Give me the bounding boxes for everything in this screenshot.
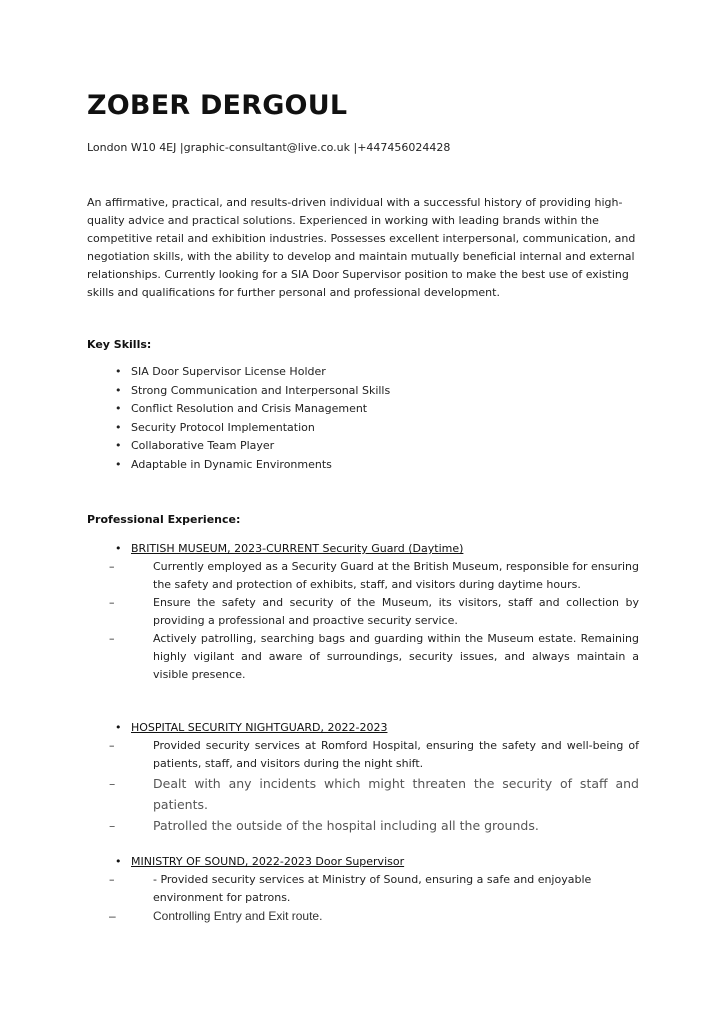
bullet-icon: • [115,420,122,434]
job-duty: – Controlling Entry and Exit route. [87,907,639,926]
dash-icon: – [109,596,115,609]
bullet-icon: • [115,383,122,397]
bullet-icon: • [115,542,122,555]
job-hospital-security [87,719,639,836]
job-ministry-of-sound [87,853,639,926]
job-duty: – Ensure the safety and security of the Museum, its visitors, staff and collection by providing a professional and proactive security service. [109,596,639,627]
skill-item: • Adaptable in Dynamic Environments [87,456,390,475]
dash-icon: – [109,818,116,833]
dash-icon: – [109,739,115,752]
skill-item: • Conflict Resolution and Crisis Management [87,400,390,419]
dash-icon: – [109,776,116,791]
job-title: • MINISTRY OF SOUND, 2022-2023 Door Supervisor [87,853,639,871]
job-duty: – - Provided security services at Ministry of Sound, ensuring a safe and enjoyable environment for patrons. [109,873,592,904]
bullet-icon: • [115,721,122,734]
key-skills-heading: Key Skills: [87,338,152,351]
contact-line: London W10 4EJ |graphic-consultant@live.co.uk |+447456024428 [87,141,451,154]
skill-item: • Strong Communication and Interpersonal Skills [87,382,390,401]
job-title: • BRITISH MUSEUM, 2023-CURRENT Security Guard (Daytime) [87,540,639,558]
dash-icon: – [109,873,115,886]
job-duty: – Currently employed as a Security Guard at the British Museum, responsible for ensuring the safety and protection of exhibits, staff, and visitors during daytime hours. [109,560,639,591]
job-duty: – Provided security services at Romford Hospital, ensuring the safety and well-being of patients, staff, and visitors during the night shift. [109,739,639,770]
job-british-museum [87,540,639,684]
experience-heading: Professional Experience: [87,513,241,526]
key-skills-list [87,363,390,475]
skill-item: • Security Protocol Implementation [87,419,390,438]
bullet-icon: • [115,402,122,416]
dash-icon: – [109,632,115,645]
bullet-icon: • [115,855,122,868]
skill-item: • Collaborative Team Player [87,437,390,456]
job-duty: – Dealt with any incidents which might threaten the security of staff and patients. [87,773,639,815]
job-duty: – Patrolled the outside of the hospital including all the grounds. [87,815,639,836]
candidate-name: ZOBER DERGOUL [87,90,348,121]
dash-icon: – [109,560,115,573]
skill-item: • SIA Door Supervisor License Holder [87,363,390,382]
bullet-icon: • [115,365,122,378]
bullet-icon: • [115,439,122,453]
bullet-icon: • [115,457,122,471]
dash-icon: – [109,909,116,923]
job-title: • HOSPITAL SECURITY NIGHTGUARD, 2022-2023 [87,719,639,737]
profile-summary: An affirmative, practical, and results-driven individual with a successful history of providing high-quality advice and practical solutions. Experienced in working with leading brands within the competitive retail and exhibition industries. Possesses excellent interpersonal, communication, and negotiation skills, with the ability to develop and maintain mutually beneficial internal and external relationships. Currently looking for a SIA Door Supervisor position to make the best use of existing skills and qualifications for further personal and professional development. [87,196,636,299]
job-duty: – Actively patrolling, searching bags and guarding within the Museum estate. Remaining highly vigilant and aware of surroundings, security issues, and always maintain a visible presence. [109,632,639,681]
